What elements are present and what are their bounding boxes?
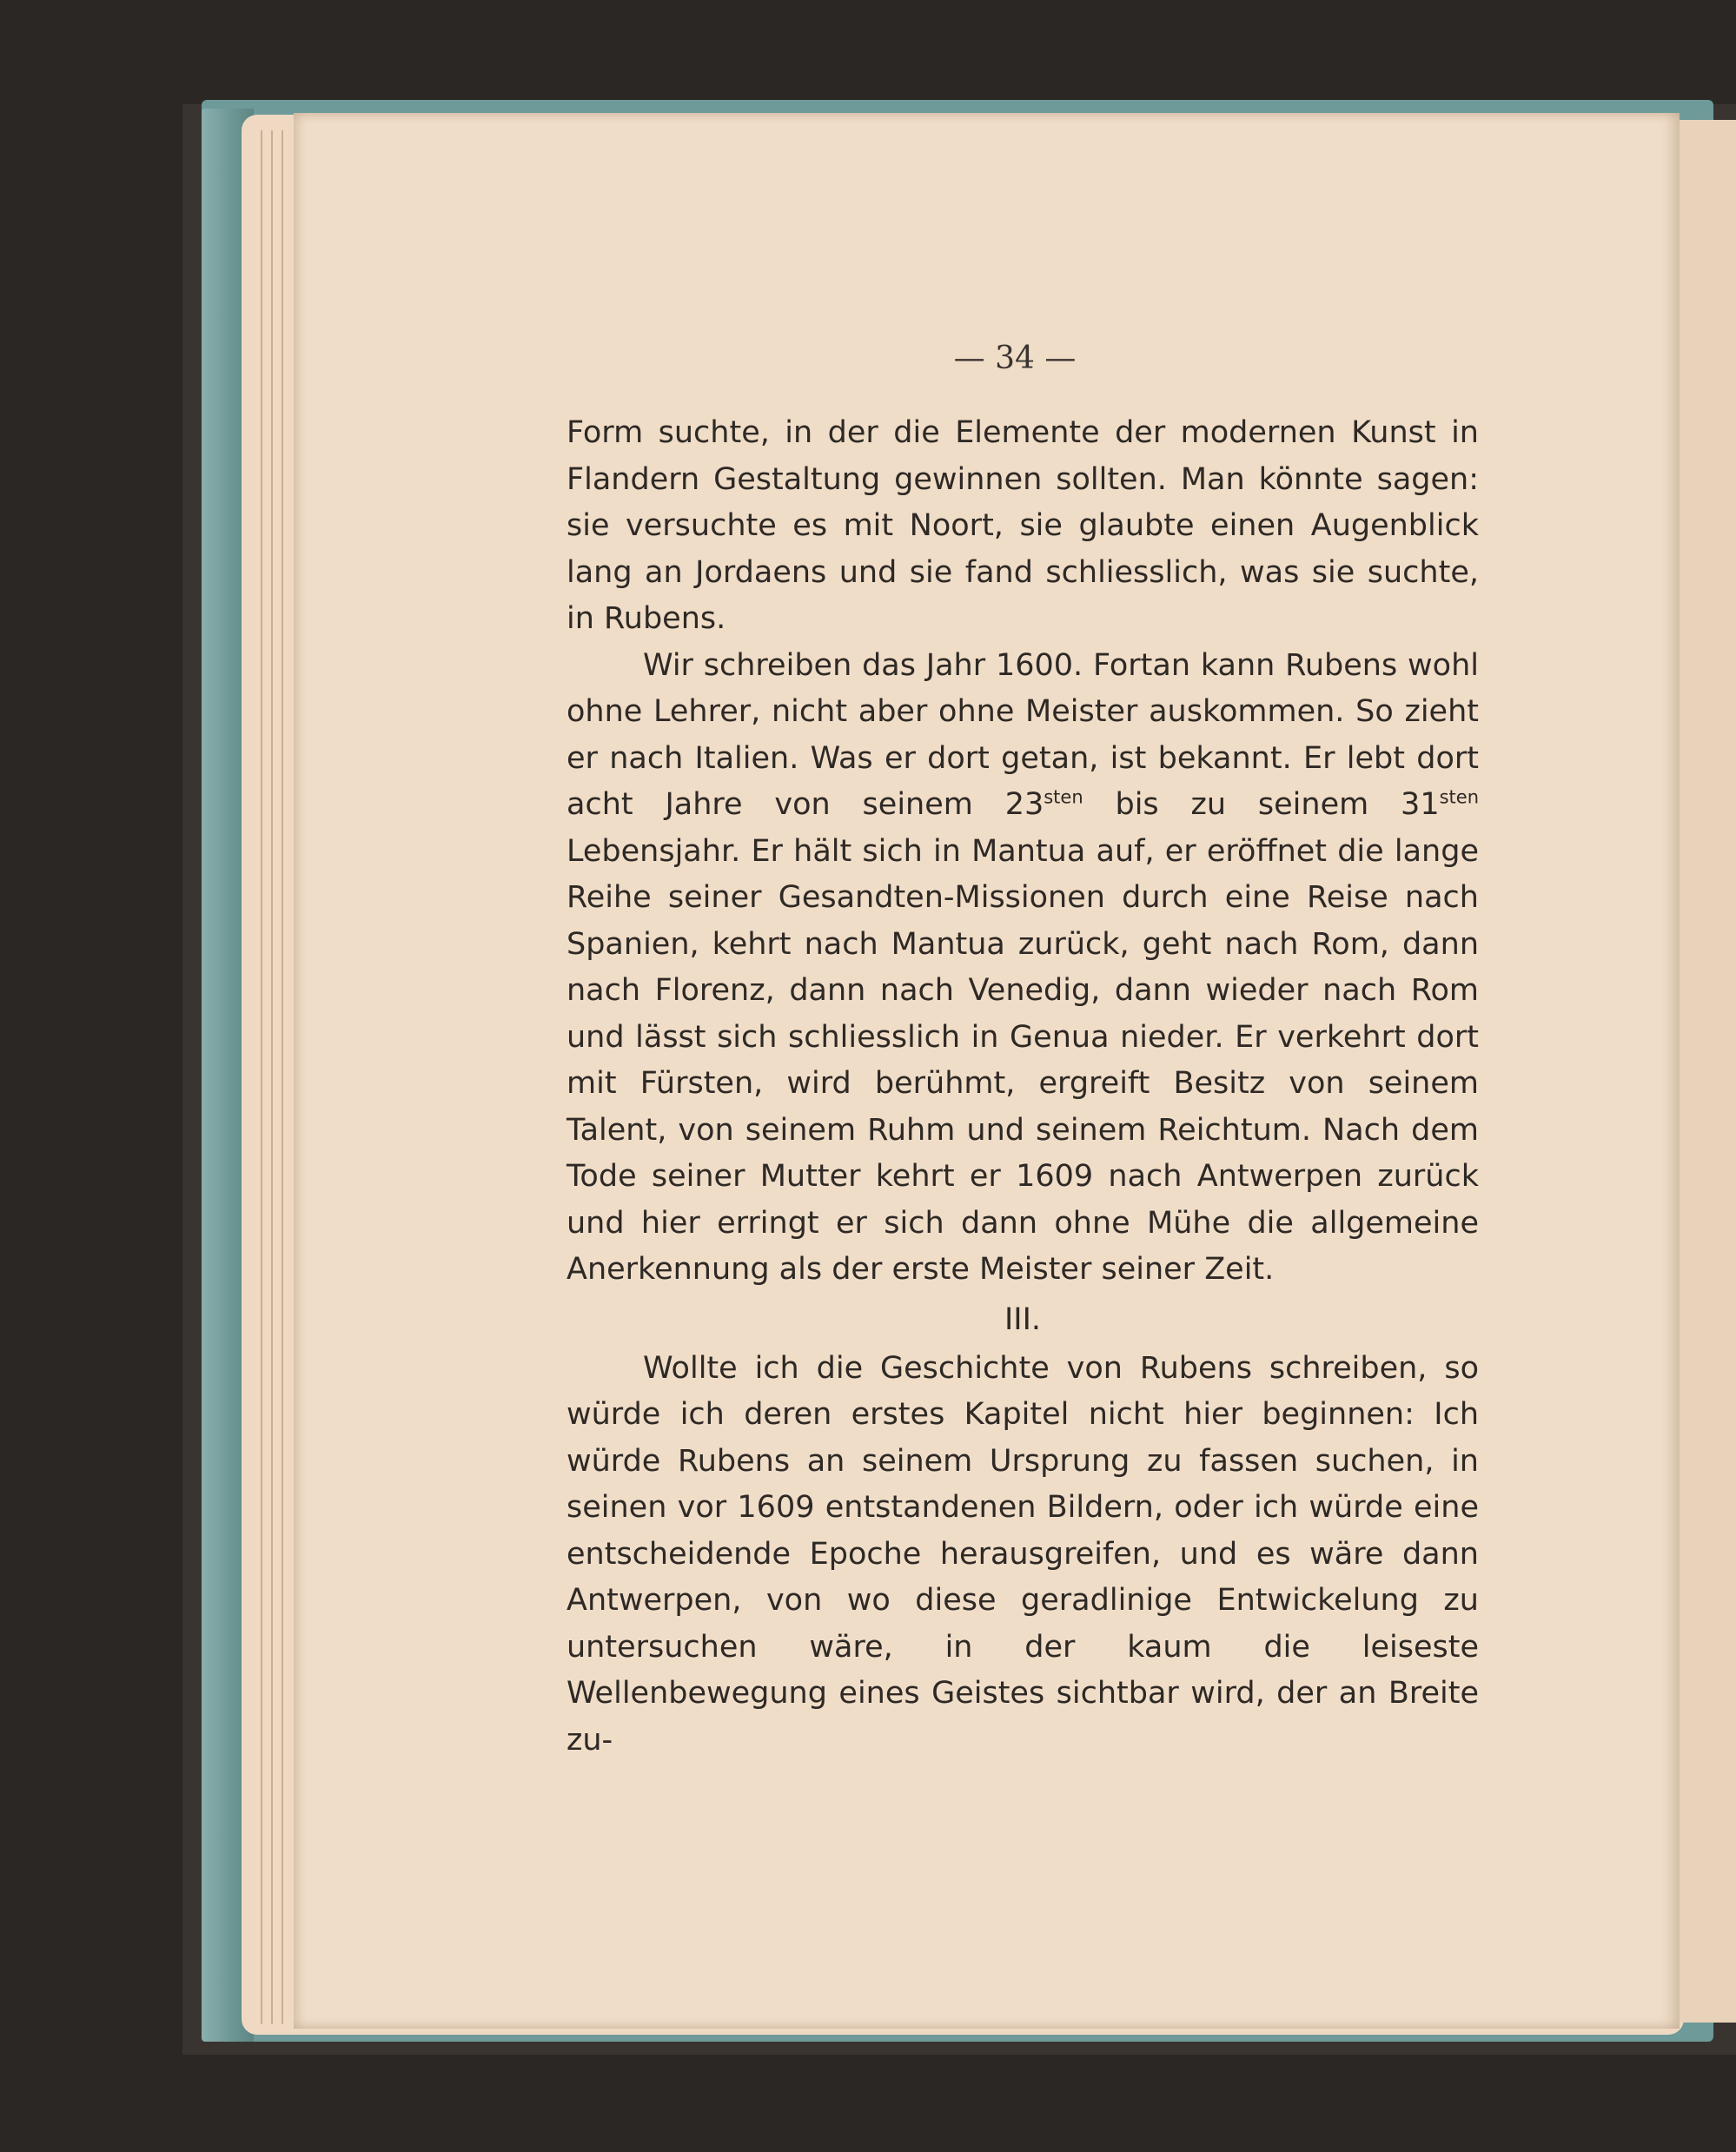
- page-edge: [271, 130, 273, 2024]
- superscript: sten: [1044, 786, 1083, 808]
- paragraph: [567, 643, 1479, 1294]
- text-run: Wir schreiben das Jahr 1600. Fortan kann Rubens wohl ohne Lehrer, nicht aber ohne Meister auskommen. So zieht er nach Italien. Was er dort getan, ist bekannt. Er lebt dort acht Jahre von seinem 23: [567, 647, 1479, 822]
- text-line: sagen: sie versuchte es mit Noort, sie glaubte einen: [567, 461, 1479, 543]
- page-edge: [282, 130, 283, 2024]
- text-line: Augenblick lang an Jordaens und sie fand schliesslich,: [567, 508, 1479, 590]
- text-line: in Flandern Gestaltung gewinnen sollten. Man könnte: [567, 415, 1479, 497]
- text-line: was sie suchte, in Rubens.: [567, 554, 1479, 636]
- page-number: — 34 —: [953, 341, 1077, 376]
- text-line: Form suchte, in der die Elemente der modernen Kunst: [567, 415, 1436, 450]
- page-body: [567, 410, 1479, 1764]
- paragraph: [567, 410, 1479, 643]
- facing-page-edge: [1675, 120, 1736, 2023]
- superscript: sten: [1439, 786, 1479, 808]
- paragraph: Wollte ich die Geschichte von Rubens schreiben, so würde ich deren erstes Kapitel nicht hier beginnen: Ich würde Rubens an seinem Ursprung zu fassen suchen, in seinen vor 1609 entstandenen Bildern, oder ich würde eine entscheidende Epoche herausgreifen, und es wäre dann Antwerpen, von wo diese geradlinige Entwickelung zu untersuchen wäre, in der kaum die leiseste Wellenbewegung eines Geistes sichtbar wird, der an Breite zu-: [567, 1350, 1479, 1758]
- section-heading: III.: [1004, 1301, 1042, 1337]
- text-run: Lebensjahr. Er hält sich in Mantua auf, er eröffnet die lange Reihe seiner Gesandten-Missionen durch eine Reise nach Spanien, kehrt nach Mantua zurück, geht nach Rom, dann nach Florenz, dann nach Venedig, dann wieder nach Rom und lässt sich schliesslich in Genua nieder. Er verkehrt dort mit Fürsten, wird berühmt, ergreift Besitz von seinem Talent, von seinem Ruhm und seinem Reichtum. Nach dem Tode seiner Mutter kehrt er 1609 nach Antwerpen zurück und hier erringt er sich dann ohne Mühe die allgemeine Anerkennung als der erste Meister seiner Zeit.: [567, 833, 1479, 1287]
- page-edge: [261, 130, 262, 2024]
- text-run: bis zu seinem 31: [1083, 787, 1440, 822]
